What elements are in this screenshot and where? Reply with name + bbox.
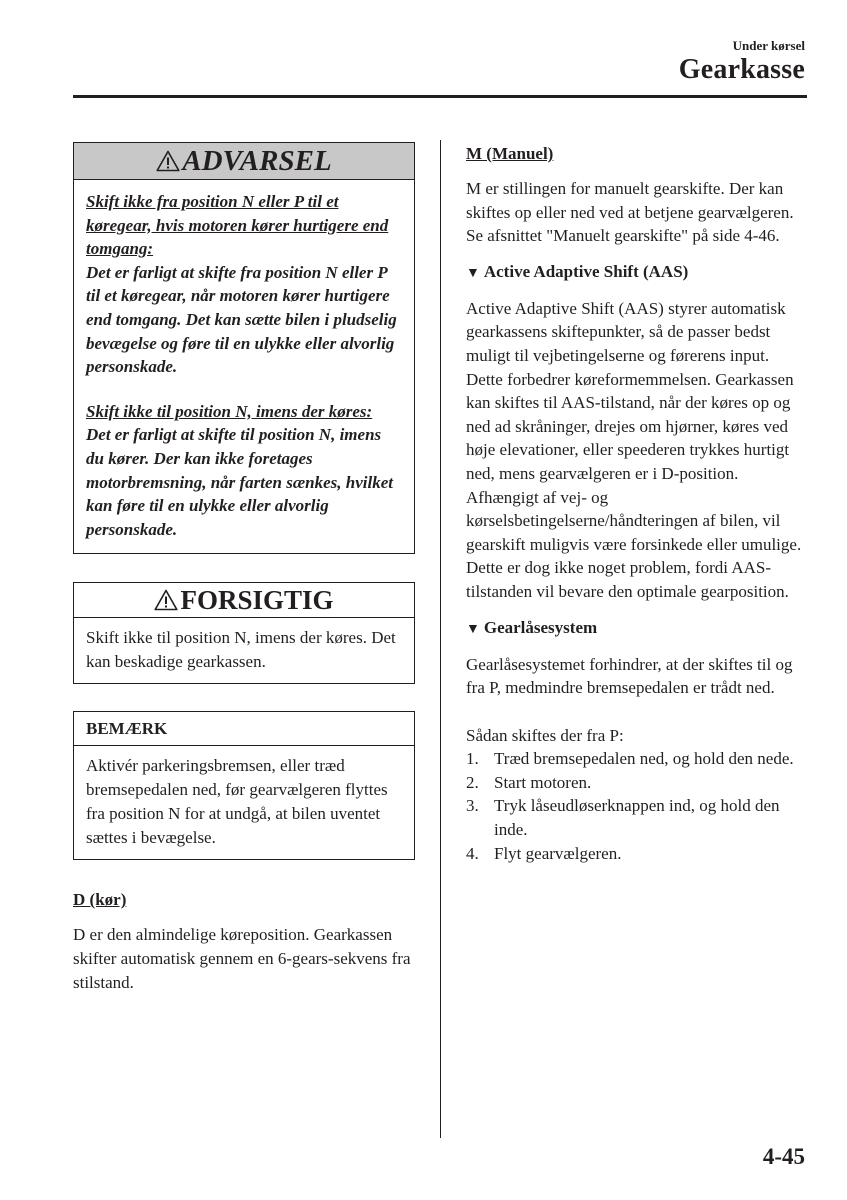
page-number: 4-45	[762, 1144, 805, 1169]
warning-body	[74, 180, 414, 553]
note-title: BEMÆRK	[74, 712, 414, 746]
aas-section	[466, 260, 809, 604]
d-text: D er den almindelige køreposition. Gearkassen skifter automatisk gennem en 6-gears-sekvens fra stilstand.	[73, 925, 411, 992]
warning-header	[74, 143, 414, 180]
gearlock-intro: Sådan skiftes der fra P:	[466, 725, 624, 745]
step-number: 1.	[466, 749, 479, 769]
m-text: M er stillingen for manuelt gearskifte. Der kan skiftes op eller ned ved at betjene gearvælgeren. Se afsnittet "Manuelt gearskifte" på side 4-46.	[466, 179, 794, 246]
aas-text: Active Adaptive Shift (AAS) styrer automatisk gearkassens skiftepunkter, så de passer bedst muligt til vejbetingelserne og førerens input. Dette forbedrer køreformemmelsen. Gearkassen kan skiftes til AAS-tilstand, når der køres op og ned ad skråninger, drejes om hjørner, køres ved høje elevationer, eller speederen trykkes hurtigt ned, mens gearvælgeren er i D-position. Afhængigt af vej- og kørselsbetingelserne/håndteringen af bilen, vil gearskift muligvis være forsinkede eller umulige. Dette er dog ikke noget problem, fordi AAS-tilstanden vil bevare den optimale gearposition.	[466, 298, 802, 601]
warning-item	[86, 190, 402, 379]
m-heading: M (Manuel)	[466, 144, 554, 163]
step-text: Tryk låseudløserknappen ind, og hold den inde.	[494, 796, 780, 840]
caution-box	[73, 582, 415, 684]
right-column	[466, 142, 809, 865]
list-item	[466, 771, 809, 795]
caution-header	[74, 583, 414, 618]
gearlock-text: Gearlåsesystemet forhindrer, at der skiftes til og fra P, medmindre bremsepedalen er trådt ned.	[466, 654, 793, 698]
warning-text: Det er farligt at skifte til position N, imens du kører. Der kan ikke foretages motorbremsning, når farten sænkes, hvilket kan føre til en ulykke eller alvorlig personskade.	[86, 425, 393, 539]
header-section-label: Under kørsel	[732, 38, 805, 53]
warning-item	[86, 400, 402, 542]
caution-text: Skift ikke til position N, imens der køres. Det kan beskadige gearkassen.	[86, 628, 396, 672]
down-triangle-icon: ▼	[466, 621, 480, 637]
caution-triangle-icon	[154, 589, 178, 611]
gearlock-steps	[466, 747, 809, 865]
warning-title: ADVARSEL	[182, 144, 332, 177]
list-item	[466, 842, 809, 866]
page-title: Gearkasse	[678, 54, 805, 85]
column-divider	[440, 140, 441, 1138]
d-heading: D (kør)	[73, 890, 127, 910]
gearlock-heading-row	[466, 616, 809, 642]
caution-title: FORSIGTIG	[180, 584, 334, 615]
step-number: 4.	[466, 843, 479, 863]
note-box	[73, 711, 415, 860]
warning-triangle-icon	[156, 150, 180, 172]
d-section	[73, 888, 415, 994]
list-item	[466, 747, 809, 771]
left-column	[73, 142, 415, 994]
aas-heading-row	[466, 260, 809, 286]
warning-box	[73, 142, 415, 554]
aas-heading: Active Adaptive Shift (AAS)	[483, 261, 689, 281]
step-text: Træd bremsepedalen ned, og hold den nede.	[494, 749, 794, 769]
step-number: 2.	[466, 772, 479, 792]
step-text: Flyt gearvælgeren.	[494, 843, 622, 863]
gearlock-section	[466, 616, 809, 866]
warning-subheading: Skift ikke fra position N eller P til et køregear, hvis motoren kører hurtigere end tomgang:	[86, 192, 389, 259]
note-text: Aktivér parkeringsbremsen, eller træd bremsepedalen ned, før gearvælgeren flyttes fra position N for at undgå, at bilen uventet sættes i bevægelse.	[86, 756, 388, 848]
list-item	[466, 794, 809, 841]
warning-text: Det er farligt at skifte fra position N eller P til et køregear, når motoren kører hurtigere end tomgang. Det kan sætte bilen i pludselig bevægelse og føre til en ulykke eller alvorlig personskade.	[86, 262, 397, 377]
m-section	[466, 142, 809, 248]
warning-subheading: Skift ikke til position N, imens der køres:	[86, 401, 373, 421]
step-text: Start motoren.	[494, 772, 592, 792]
step-number: 3.	[466, 796, 479, 816]
gearlock-heading: Gearlåsesystem	[483, 617, 598, 637]
down-triangle-icon: ▼	[466, 265, 480, 281]
header-rule	[73, 95, 807, 98]
